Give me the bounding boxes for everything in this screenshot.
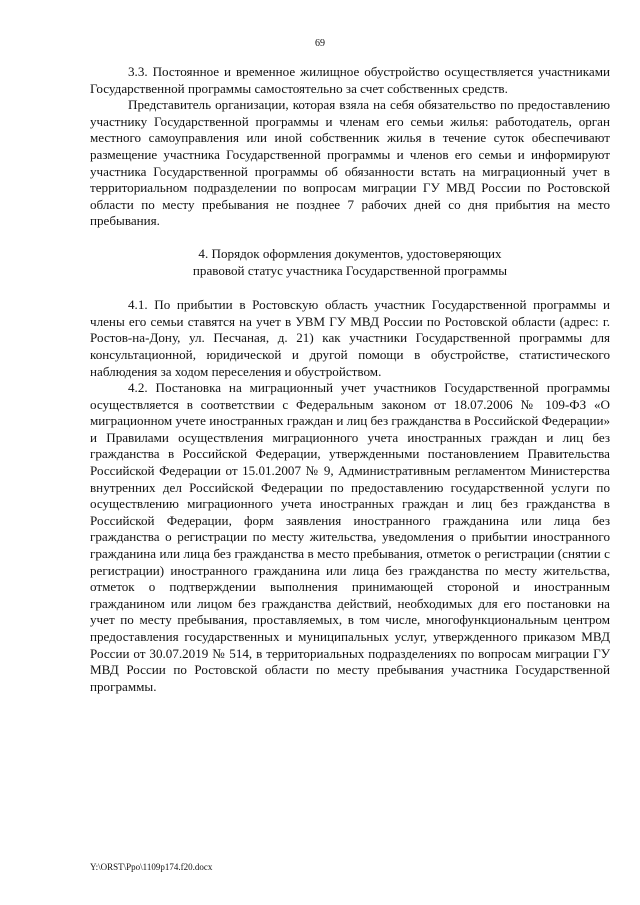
footer-file-path: Y:\ORST\Ppo\1109p174.f20.docx <box>90 862 213 872</box>
paragraph-3-3: 3.3. Постоянное и временное жилищное обустройство осуществляется участниками Государственной программы самостоятельно за счет собственных средств. <box>90 64 610 96</box>
section-heading <box>90 246 610 279</box>
paragraph-4-1: 4.1. По прибытии в Ростовскую область участник Государственной программы и члены его семьи ставятся на учет в УВМ ГУ МВД России по Ростовской области (адрес: г. Ростов-на-Дону, ул. Песчаная, д. 21) как участники Государственной программы для консультационной, юридической и другой помощи в обустройстве, статистического наблюдения за ходом переселения и обустройством. <box>90 297 610 379</box>
section-gap <box>90 279 610 297</box>
paragraph-representative: Представитель организации, которая взяла на себя обязательство по предоставлению участнику Государственной программы и членам его семьи жилья: работодатель, орган местного самоуправления или иной собственник жилья в течение суток обеспечивают размещение участника Государственной программы и членов его семьи и информируют участника Государственной программы об обязанности встать на миграционный учет в территориальном подразделении по вопросам миграции ГУ МВД России по Ростовской области по месту пребывания не позднее 7 рабочих дней со дня прибытия на место пребывания. <box>90 97 610 229</box>
section-heading-line-1: 4. Порядок оформления документов, удостоверяющих <box>198 245 502 261</box>
page-number: 69 <box>315 38 325 49</box>
section-gap <box>90 230 610 246</box>
paragraph-4-2: 4.2. Постановка на миграционный учет участников Государственной программы осуществляется в соответствии с Федеральным законом от 18.07.2006 № 109-ФЗ «О миграционном учете иностранных граждан и лиц без гражданства в Российской Федерации» и Правилами осуществления миграционного учета иностранных граждан и лиц без гражданства в Российской Федерации, утвержденными постановлением Правительства Российской Федерации от 15.01.2007 № 9, Административным регламентом Министерства внутренних дел Российской Федерации по предоставлению государственной услуги по осуществлению миграционного учета иностранных граждан и лиц без гражданства в Российской Федерации, форм заявления иностранного гражданина или лица без гражданства о регистрации по месту жительства, уведомления о прибытии иностранного гражданина или лица без гражданства в место пребывания, отметок о регистрации (снятии с регистрации) иностранного гражданина или лица без гражданства по месту жительства, отметок о подтверждении выполнения принимающей стороной и иностранным гражданином или лицом без гражданства действий, необходимых для его постановки на учет по месту пребывания, проставляемых, в том числе, многофункциональным центром предоставления государственных и муниципальных услуг, утвержденного приказом МВД России от 30.07.2019 № 514, в территориальных подразделениях по вопросам миграции ГУ МВД России по Ростовской области по месту пребывания участника Государственной программы. <box>90 380 610 694</box>
document-body <box>90 64 610 695</box>
section-heading-line-2: правовой статус участника Государственной программы <box>192 262 508 278</box>
